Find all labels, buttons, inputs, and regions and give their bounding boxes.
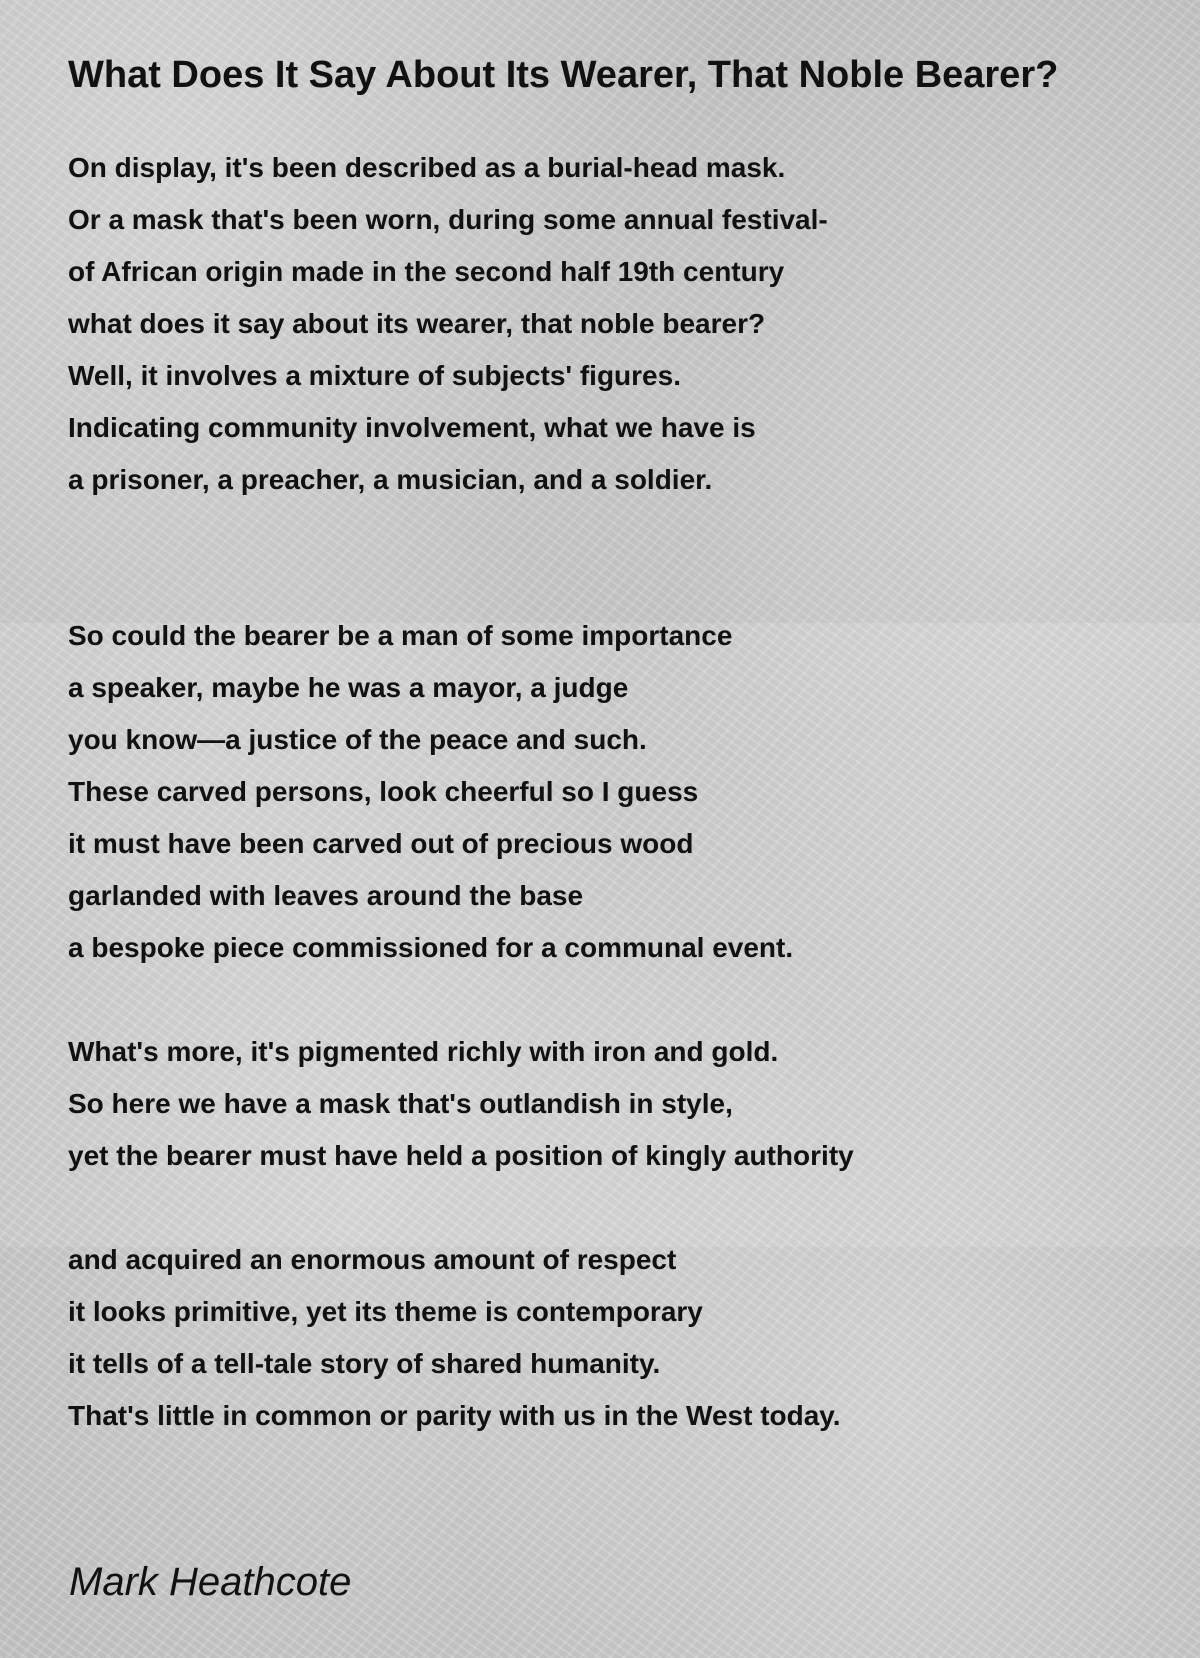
- poem-line: That's little in common or parity with us in the West today.: [68, 1400, 841, 1431]
- poem-line: it must have been carved out of precious wood: [68, 828, 694, 859]
- poem-line: of African origin made in the second half 19th century: [68, 256, 785, 287]
- stanza-1: [68, 142, 1148, 506]
- poem-line: and acquired an enormous amount of respect: [68, 1244, 677, 1275]
- poem-line: a bespoke piece commissioned for a communal event.: [68, 932, 794, 963]
- poem-line: So could the bearer be a man of some importance: [68, 620, 733, 651]
- poem-title: What Does It Say About Its Wearer, That Noble Bearer?: [68, 54, 1059, 96]
- poem-line: Indicating community involvement, what we have is: [68, 412, 756, 443]
- poem-line: On display, it's been described as a burial-head mask.: [68, 152, 786, 183]
- poem-content: [68, 52, 1148, 1442]
- stanza-2: [68, 610, 1148, 974]
- poem-line: it looks primitive, yet its theme is contemporary: [68, 1296, 703, 1327]
- poem-line: a prisoner, a preacher, a musician, and a soldier.: [68, 464, 713, 495]
- poem-line: you know—a justice of the peace and such.: [68, 724, 647, 755]
- poem-line: a speaker, maybe he was a mayor, a judge: [68, 672, 629, 703]
- poem-line: So here we have a mask that's outlandish in style,: [68, 1088, 733, 1119]
- poem-line: These carved persons, look cheerful so I guess: [68, 776, 699, 807]
- poem-line: Well, it involves a mixture of subjects' figures.: [68, 360, 681, 391]
- poem-line: Or a mask that's been worn, during some annual festival-: [68, 204, 828, 235]
- poem-line: What's more, it's pigmented richly with iron and gold.: [68, 1036, 779, 1067]
- poem-line: garlanded with leaves around the base: [68, 880, 584, 911]
- stanza-4: [68, 1234, 1148, 1442]
- poem-line: it tells of a tell-tale story of shared humanity.: [68, 1348, 661, 1379]
- poem-line: what does it say about its wearer, that noble bearer?: [68, 308, 766, 339]
- poem-line: yet the bearer must have held a position of kingly authority: [68, 1140, 854, 1171]
- stanza-3: [68, 1026, 1148, 1182]
- poem-author: Mark Heathcote: [69, 1560, 352, 1604]
